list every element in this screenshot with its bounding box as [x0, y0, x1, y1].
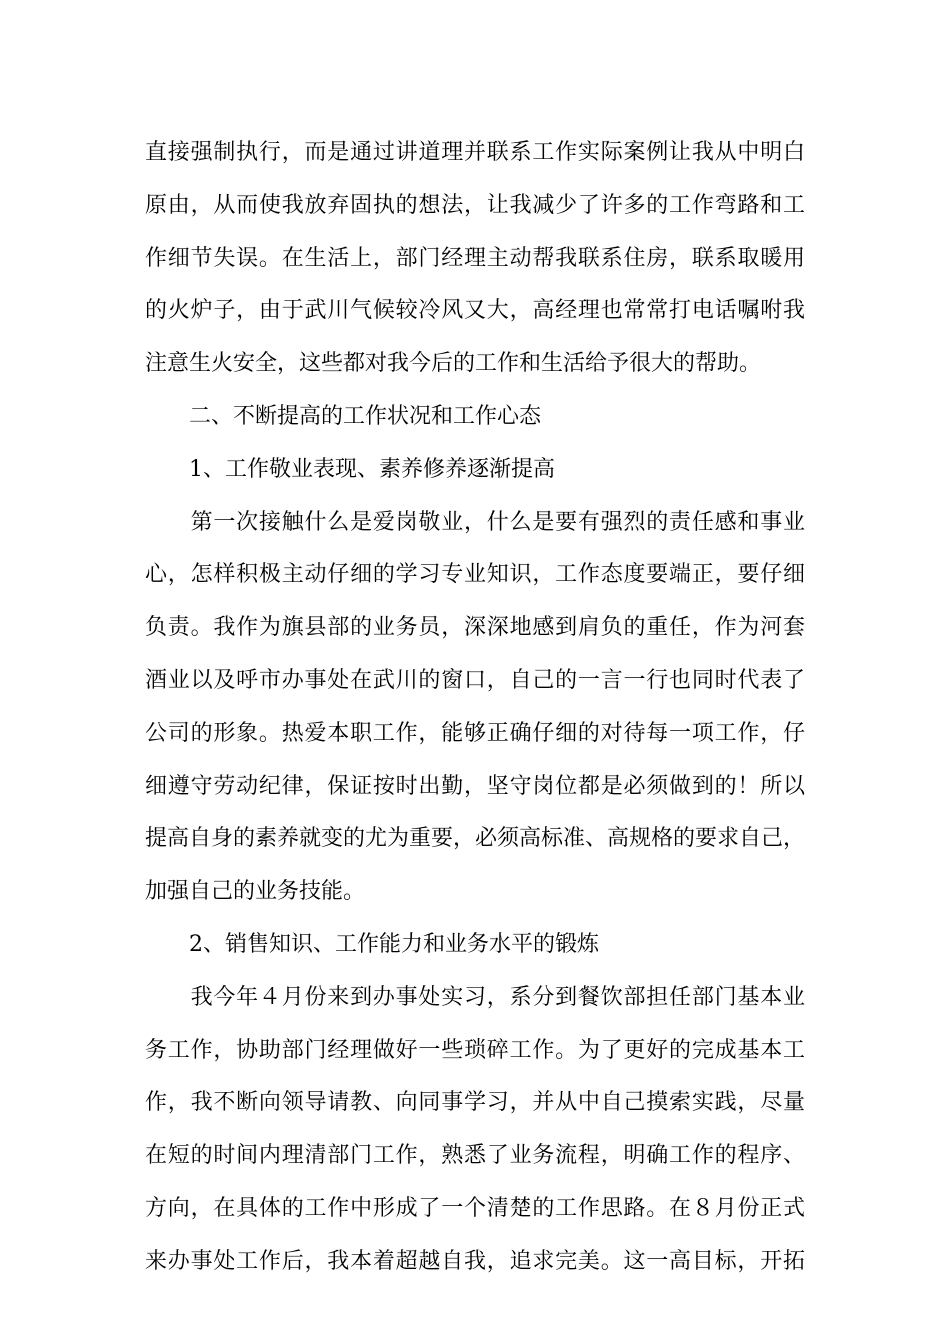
subsection-heading: 2、销售知识、工作能力和业务水平的锻炼: [145, 931, 599, 957]
text-line: 细遵守劳动纪律，保证按时出勤，坚守岗位都是必须做到的！所以: [145, 773, 805, 799]
section-heading: 二、不断提高的工作状况和工作心态: [145, 403, 542, 429]
text-line: 方向，在具体的工作中形成了一个清楚的工作思路。在８月份正式: [145, 1195, 805, 1221]
text-line: 注意生火安全，这些都对我今后的工作和生活给予很大的帮助。: [145, 351, 762, 377]
text-line: 公司的形象。热爱本职工作，能够正确仔细的对待每一项工作，仔: [145, 720, 805, 746]
text-line: 提高自身的素养就变的尤为重要，必须高标准、高规格的要求自己，: [145, 826, 806, 852]
text-line: 作细节失误。在生活上，部门经理主动帮我联系住房，联系取暖用: [145, 245, 805, 271]
text-line: 酒业以及呼市办事处在武川的窗口，自己的一言一行也同时代表了: [145, 667, 805, 693]
text-line: 的火炉子，由于武川气候较冷风又大，高经理也常常打电话嘱咐我: [145, 298, 805, 324]
subsection-heading: 1、工作敬业表现、素养修养逐渐提高: [145, 456, 555, 482]
document-body: [145, 127, 805, 1289]
text-line: 来办事处工作后，我本着超越自我，追求完美。这一高目标，开拓: [145, 1248, 805, 1274]
text-line: 加强自己的业务技能。: [145, 879, 366, 905]
text-line: 第一次接触什么是爱岗敬业，什么是要有强烈的责任感和事业: [145, 509, 805, 535]
text-line: 务工作，协助部门经理做好一些琐碎工作。为了更好的完成基本工: [145, 1037, 805, 1063]
text-line: 在短的时间内理清部门工作，熟悉了业务流程，明确工作的程序、: [145, 1143, 805, 1169]
text-line: 负责。我作为旗县部的业务员，深深地感到肩负的重任，作为河套: [145, 615, 805, 641]
text-line: 心，怎样积极主动仔细的学习专业知识，工作态度要端正，要仔细: [145, 562, 805, 588]
text-line: 原由，从而使我放弃固执的想法，让我减少了许多的工作弯路和工: [145, 192, 805, 218]
text-line: 我今年４月份来到办事处实习，系分到餐饮部担任部门基本业: [145, 984, 805, 1010]
text-line: 直接强制执行，而是通过讲道理并联系工作实际案例让我从中明白: [145, 140, 805, 165]
text-line: 作，我不断向领导请教、向同事学习，并从中自己摸索实践，尽量: [145, 1090, 805, 1116]
